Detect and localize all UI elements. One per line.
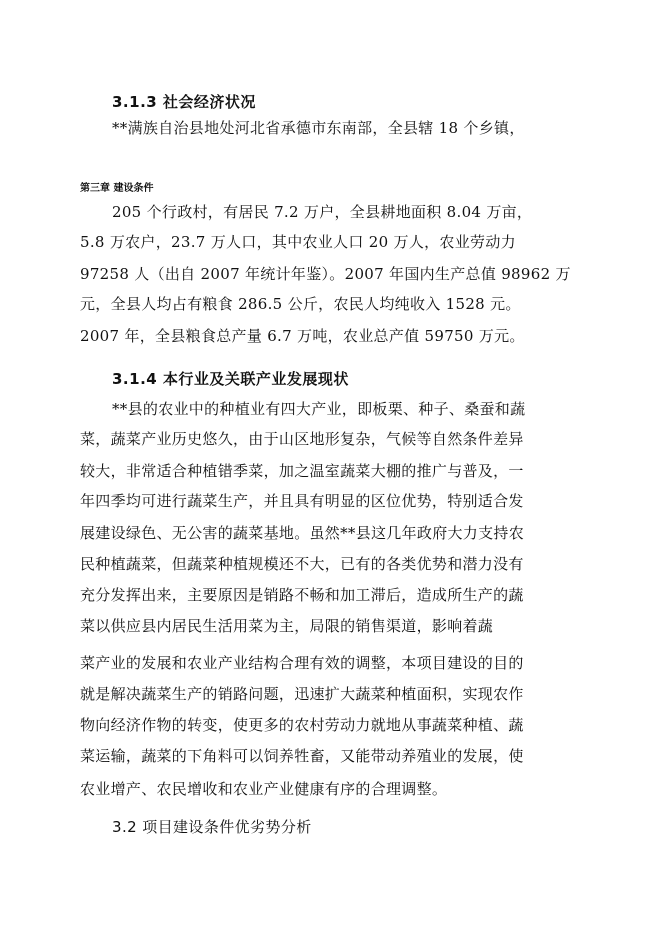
paragraph-line: 97258 人（出自 2007 年统计年鉴）。2007 年国内生产总值 98962 万 [80, 265, 571, 283]
paragraph-line: 年四季均可进行蔬菜生产，并且具有明显的区位优势，特别适合发 [80, 492, 524, 510]
section-3-1-3-intro: **满族自治县地处河北省承德市东南部，全县辖 18 个乡镇， [112, 119, 525, 137]
chapter-label: 第三章 建设条件 [80, 183, 154, 194]
section-3-1-4-heading: 3.1.4 本行业及关联产业发展现状 [112, 370, 349, 388]
paragraph-line: 充分发挥出来，主要原因是销路不畅和加工滞后，造成所生产的蔬 [80, 586, 524, 604]
paragraph-line: 较大，非常适合种植错季菜，加之温室蔬菜大棚的推广与普及，一 [80, 462, 524, 480]
paragraph-line: 2007 年，全县粮食总产量 6.7 万吨，农业总产值 59750 万元。 [80, 327, 525, 345]
paragraph-line: 元，全县人均占有粮食 286.5 公斤，农民人均纯收入 1528 元。 [80, 295, 521, 313]
paragraph-line: 农业增产、农民增收和农业产业健康有序的合理调整。 [80, 780, 448, 798]
paragraph-line: 205 个行政村，有居民 7.2 万户，全县耕地面积 8.04 万亩， [112, 203, 533, 221]
paragraph-line: 菜运输，蔬菜的下角料可以饲养牲畜，又能带动养殖业的发展，使 [80, 747, 524, 765]
paragraph-line: 就是解决蔬菜生产的销路问题，迅速扩大蔬菜种植面积，实现农作 [80, 685, 524, 703]
paragraph-line: 菜产业的发展和农业产业结构合理有效的调整，本项目建设的目的 [80, 654, 524, 672]
paragraph-line: 民种植蔬菜，但蔬菜种植规模还不大，已有的各类优势和潜力没有 [80, 555, 524, 573]
paragraph-line: 菜以供应县内居民生活用菜为主，局限的销售渠道，影响着蔬 [80, 617, 494, 635]
paragraph-line: 5.8 万农户，23.7 万人口，其中农业人口 20 万人，农业劳动力 [80, 233, 516, 251]
paragraph-line: **县的农业中的种植业有四大产业，即板栗、种子、桑蚕和蔬 [112, 400, 526, 418]
paragraph-line: 展建设绿色、无公害的蔬菜基地。虽然**县这几年政府大力支持农 [80, 524, 525, 542]
paragraph-line: 物向经济作物的转变，使更多的农村劳动力就地从事蔬菜种植、蔬 [80, 716, 524, 734]
section-3-2-heading: 3.2 项目建设条件优劣势分析 [112, 818, 312, 836]
section-3-1-3-heading: 3.1.3 社会经济状况 [112, 93, 256, 111]
paragraph-line: 菜，蔬菜产业历史悠久，由于山区地形复杂，气候等自然条件差异 [80, 430, 524, 448]
